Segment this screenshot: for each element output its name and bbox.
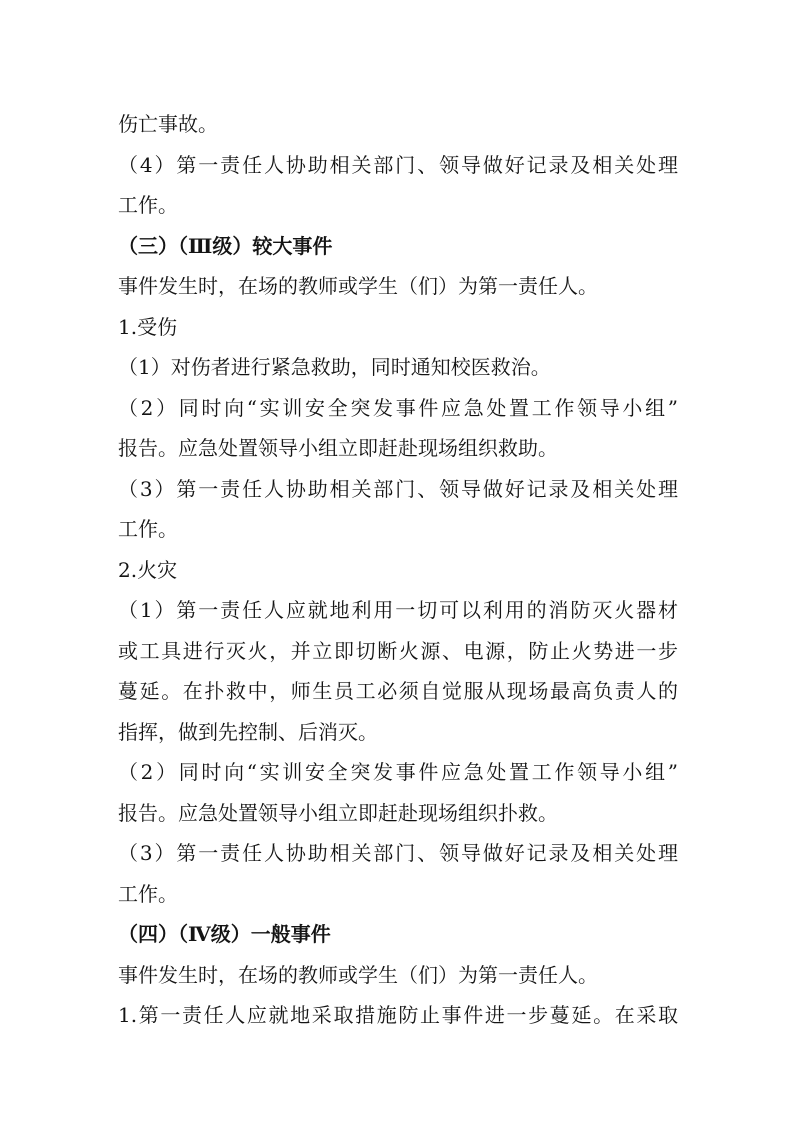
document-body (118, 104, 678, 1036)
text-line: 报告。应急处置领导小组立即赶赴现场组织扑救。 (118, 800, 558, 825)
section-heading: （三）（Ⅲ级）较大事件 (118, 233, 333, 258)
text-line: （3）第一责任人协助相关部门、领导做好记录及相关处理 (118, 841, 678, 865)
text-line: 工作。 (118, 193, 178, 217)
subsection-title: 2.火灾 (118, 557, 178, 582)
text-line: 工作。 (118, 881, 178, 906)
text-line: 报告。应急处置领导小组立即赶赴现场组织救助。 (118, 436, 558, 460)
section-heading: （四）（Ⅳ级）一般事件 (118, 922, 331, 946)
subsection-title: 1.受伤 (118, 314, 178, 339)
text-line: 工作。 (118, 517, 178, 541)
text-line: 指挥，做到先控制、后消灭。 (118, 719, 378, 744)
text-line: 或工具进行灭火，并立即切断火源、电源，防止火势进一步 (118, 638, 678, 663)
text-line: 事件发生时，在场的教师或学生（们）为第一责任人。 (118, 274, 598, 298)
text-line: 1.第一责任人应就地采取措施防止事件进一步蔓延。在采取 (118, 1003, 678, 1027)
text-line: （2）同时向“实训安全突发事件应急处置工作领导小组” (118, 760, 678, 784)
text-line: 事件发生时，在场的教师或学生（们）为第一责任人。 (118, 962, 598, 987)
text-line: （1）第一责任人应就地利用一切可以利用的消防灭火器材 (118, 598, 678, 622)
text-line: 蔓延。在扑救中，师生员工必须自觉服从现场最高负责人的 (118, 679, 678, 703)
text-line: （4）第一责任人协助相关部门、领导做好记录及相关处理 (118, 152, 678, 177)
text-line: （1）对伤者进行紧急救助，同时通知校医救治。 (118, 355, 551, 379)
text-line: （2）同时向“实训安全突发事件应急处置工作领导小组” (118, 395, 678, 420)
text-line: 伤亡事故。 (118, 112, 218, 136)
text-line: （3）第一责任人协助相关部门、领导做好记录及相关处理 (118, 476, 678, 501)
